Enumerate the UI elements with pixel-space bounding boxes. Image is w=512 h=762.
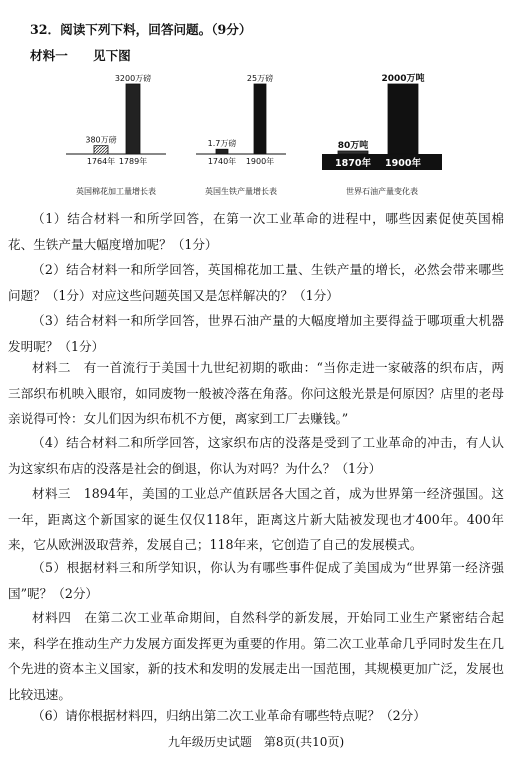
chart-data-label: 25万磅 [246, 74, 274, 83]
chart-cotton-svg [66, 66, 166, 181]
question-title: 32．阅读下列下料，回答问题。（9分） [30, 22, 252, 37]
paragraph-q2: （2）结合材料一和所学回答，英国棉花加工量、生铁产量的增长，必然会带来哪些问题？（1分）对应这些问题英国又是怎样解决的？（1分） [8, 262, 504, 303]
chart-data-label: 3200万磅 [114, 74, 152, 83]
chart-data-label: 380万磅 [85, 135, 117, 145]
chart-bar [388, 84, 418, 154]
chart-category-label: 1764年 [86, 157, 116, 166]
chart-cotton [66, 66, 166, 201]
page-footer: 九年级历史试题 第8页(共10页) [167, 735, 345, 749]
chart-data-label: 80万吨 [337, 141, 369, 151]
chart-bar [126, 84, 140, 154]
paragraph-material2: 材料二 有一首流行于美国十九世纪初期的歌曲：“当你走进一家破落的织布店，两三部织布机映入眼帘，如同废物一般被冷落在角落。你问这般光景是何原因？店里的老母亲说得可怜：女儿们因为织布机不方便，离家到工厂去赚钱。” [8, 360, 504, 426]
chart-bar [338, 151, 368, 154]
chart-category-label: 1900年 [385, 158, 421, 169]
chart-cotton-title: 英国棉花加工量增长表 [76, 187, 156, 196]
chart-iron-title: 英国生铁产量增长表 [205, 187, 277, 196]
chart-oil-title: 世界石油产量变化表 [346, 187, 418, 196]
chart-category-label: 1789年 [118, 157, 148, 166]
paragraph-q5: （5）根据材料三和所学知识，你认为有哪些事件促成了美国成为“世界第一经济强国”呢？（2分） [8, 560, 504, 601]
chart-bar [94, 146, 108, 154]
paragraph-q1: （1）结合材料一和所学回答，在第一次工业革命的进程中，哪些因素促使英国棉花、生铁产量大幅度增加呢？（1分） [8, 211, 504, 252]
chart-iron-svg [196, 66, 286, 181]
paragraph-material3: 材料三 1894年，美国的工业总产值跃居各大国之首，成为世界第一经济强国。这一年，距离这个新国家的诞生仅仅118年，距离这片新大陆被发现也才400年。400年来，它从欧洲汲取营养，发展自己；118年来，它创造了自己的发展模式。 [8, 486, 504, 552]
chart-oil-svg [322, 66, 442, 181]
paragraph-q4: （4）结合材料二和所学回答，这家织布店的没落是受到了工业革命的冲击，有人认为这家织布店的没落是社会的倒退，你认为对吗？为什么？（1分） [8, 435, 504, 476]
charts-figure [0, 66, 512, 206]
chart-oil [322, 66, 442, 201]
chart-data-label: 2000万吨 [381, 74, 425, 84]
paragraph-material4: 材料四 在第二次工业革命期间，自然科学的新发展，开始同工业生产紧密结合起来，科学在推动生产力发展方面发挥更为重要的作用。第二次工业革命几乎同时发生在几个先进的资本主义国家，新的技术和发明的发展走出一国范围，其规模更加广泛，发展也比较迅速。 [8, 610, 504, 702]
chart-bar [216, 149, 228, 154]
chart-bar [254, 84, 266, 154]
paragraph-q3: （3）结合材料一和所学回答，世界石油产量的大幅度增加主要得益于哪项重大机器发明呢？（1分） [8, 313, 504, 354]
paragraph-q6: （6）请你根据材料四，归纳出第二次工业革命有哪些特点呢？（2分） [32, 708, 426, 723]
chart-iron [196, 66, 286, 201]
chart-category-label: 1740年 [207, 157, 237, 166]
chart-category-label: 1870年 [335, 158, 371, 169]
material1-label: 材料一 见下图 [30, 48, 131, 63]
chart-data-label: 1.7万磅 [207, 139, 237, 149]
chart-category-label: 1900年 [245, 157, 275, 166]
